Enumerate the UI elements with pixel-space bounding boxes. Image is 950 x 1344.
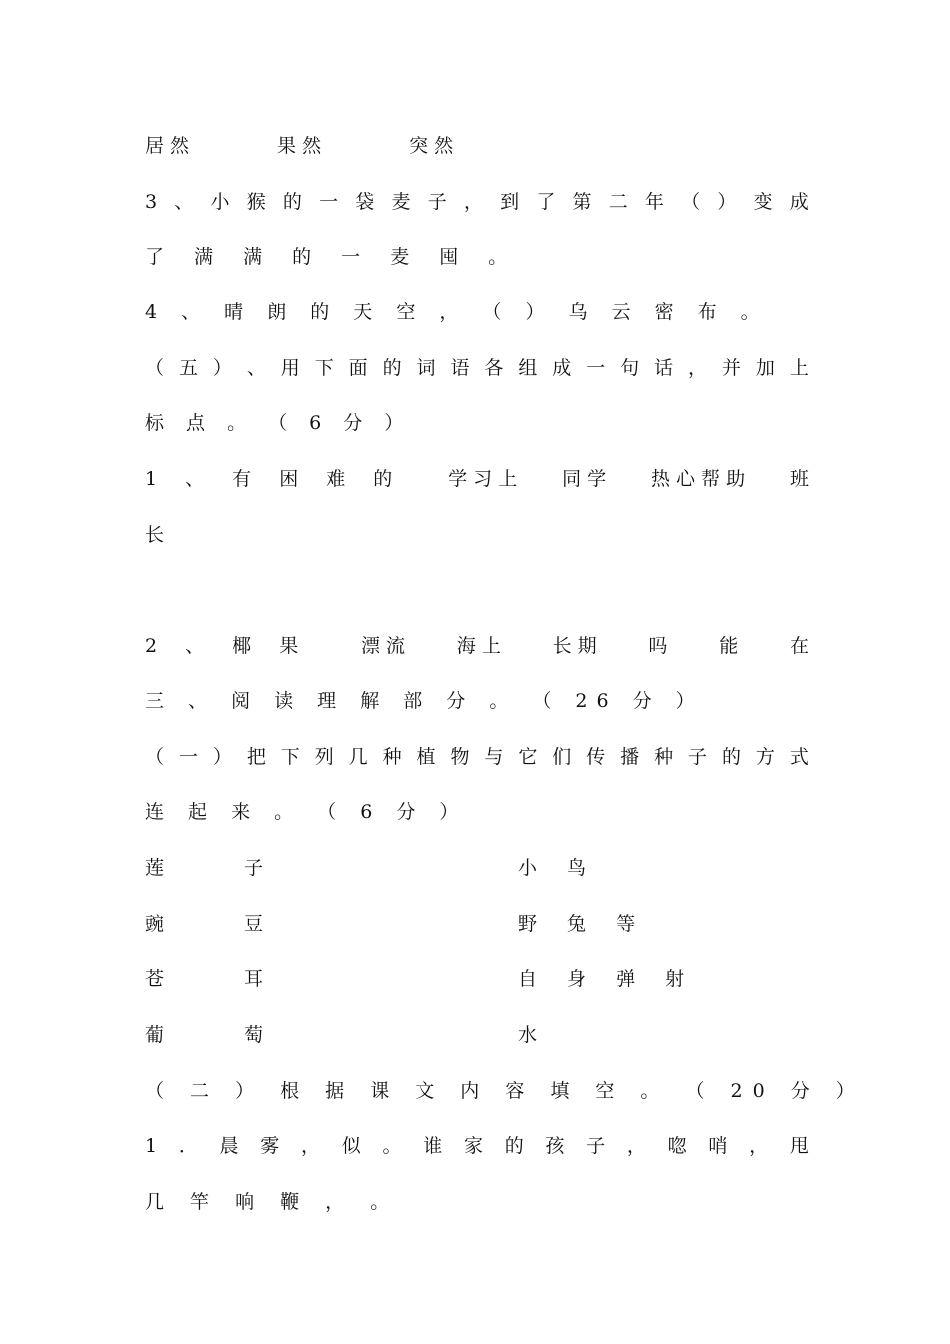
char: 下	[280, 746, 300, 768]
char: 话	[654, 357, 674, 379]
section-1-score-text: 连 起 来 。 （ 6 分 ）	[145, 801, 468, 823]
char: 唿	[667, 1135, 687, 1157]
char: 变	[753, 191, 773, 213]
ex2-word-2: 漂 流	[360, 635, 406, 657]
char: ）	[212, 357, 232, 379]
char: 用	[280, 357, 300, 379]
section-2-heading	[145, 1079, 865, 1103]
line-q3	[145, 190, 809, 214]
section-5-text	[145, 356, 809, 380]
method-rabbit: 野 兔 等	[518, 913, 648, 935]
char: 第	[572, 191, 592, 213]
char: 种	[654, 746, 674, 768]
match-row-2	[145, 912, 809, 936]
char: 把	[246, 746, 266, 768]
section-1-score	[145, 800, 809, 824]
char: ，	[688, 357, 708, 379]
char: 成	[552, 357, 572, 379]
char: 小	[210, 191, 230, 213]
char: 的	[382, 357, 402, 379]
ex1-word-1: 1 、 有 困 难 的	[145, 468, 404, 490]
char: ，	[463, 191, 483, 213]
char: 播	[620, 746, 640, 768]
char: 麦	[391, 191, 411, 213]
char: 物	[450, 746, 470, 768]
char: 方	[755, 746, 775, 768]
char: 面	[348, 357, 368, 379]
fill-1-text	[145, 1134, 809, 1158]
word-guoran: 果 然	[277, 135, 322, 157]
char: ）	[717, 191, 737, 213]
fill-1-cont	[145, 1190, 809, 1214]
plant-lotus: 莲 子	[145, 857, 301, 879]
char: 们	[552, 746, 572, 768]
char: 子	[688, 746, 708, 768]
method-water: 水	[518, 1024, 550, 1046]
word-juran: 居 然	[145, 135, 190, 157]
q3-continuation: 了 满 满 的 一 麦 囤 。	[145, 246, 520, 268]
char: 的	[721, 746, 741, 768]
char: 子	[427, 191, 447, 213]
fill-1-line	[145, 1134, 809, 1158]
plant-pea: 豌 豆	[145, 913, 301, 935]
plant-cocklebur: 苍 耳	[145, 968, 301, 990]
section-5-score-text: 标 点 。 （ 6 分 ）	[145, 412, 412, 434]
char: 了	[536, 191, 556, 213]
char: 词	[416, 357, 436, 379]
char: 一	[178, 746, 198, 768]
method-self-eject: 自 身 弹 射	[518, 968, 697, 990]
char: 家	[463, 1135, 483, 1157]
char: 它	[518, 746, 538, 768]
char: 子	[586, 1135, 606, 1157]
char: 并	[721, 357, 741, 379]
match-row-3	[145, 967, 809, 991]
char: 式	[789, 746, 809, 768]
char: 下	[314, 357, 334, 379]
line-q4	[145, 300, 809, 324]
char: 加	[755, 357, 775, 379]
ex2-word-6: 能	[719, 635, 739, 657]
char: （	[145, 357, 165, 379]
char: ．	[178, 1135, 198, 1157]
char: 到	[500, 191, 520, 213]
ex2-word-4: 长 期	[552, 635, 597, 657]
ex2-word-5: 吗	[648, 635, 668, 657]
char: （	[145, 746, 165, 768]
line-q3-cont	[145, 245, 809, 269]
section-1-text	[145, 745, 809, 769]
line-adverbs	[145, 134, 809, 158]
char: 种	[382, 746, 402, 768]
char: 句	[620, 357, 640, 379]
exercise-1-words	[145, 467, 809, 491]
part-3-heading	[145, 689, 809, 713]
exercise-1-cont	[145, 523, 809, 547]
ex1-word-5: 班	[789, 468, 809, 490]
char: 哨	[708, 1135, 728, 1157]
char: 。	[382, 1135, 402, 1157]
char: 、	[246, 357, 266, 379]
char: 3	[145, 191, 158, 213]
char: 、	[174, 191, 194, 213]
char: 雾	[260, 1135, 280, 1157]
char: 的	[282, 191, 302, 213]
ex1-word-4: 热 心 帮 助	[650, 468, 746, 490]
char: 上	[789, 357, 809, 379]
section-5-score	[145, 411, 809, 435]
char: ，	[749, 1135, 769, 1157]
ex1-continuation: 长	[145, 524, 165, 546]
ex2-word-3: 海 上	[456, 635, 501, 657]
char: 组	[518, 357, 538, 379]
char: 各	[484, 357, 504, 379]
ex1-word-2: 学 习 上	[448, 468, 518, 490]
char: 几	[348, 746, 368, 768]
word-turan: 突 然	[409, 135, 454, 157]
char: 1	[145, 1135, 158, 1157]
char: 袋	[355, 191, 375, 213]
char: 一	[586, 357, 606, 379]
section-5-heading	[145, 356, 809, 380]
exercise-2-words	[145, 634, 809, 658]
char: 语	[450, 357, 470, 379]
char: 传	[586, 746, 606, 768]
match-row-1	[145, 856, 809, 880]
ex2-word-1: 2 、 椰 果	[145, 635, 310, 657]
char: 与	[484, 746, 504, 768]
char: 五	[178, 357, 198, 379]
char: （	[681, 191, 701, 213]
q4-text: 4 、 晴 朗 的 天 空 ， （ ） 乌 云 密 布 。	[145, 301, 769, 323]
char: 谁	[423, 1135, 443, 1157]
char: 二	[608, 191, 628, 213]
method-bird: 小 鸟	[518, 857, 599, 879]
char: 列	[314, 746, 334, 768]
match-row-4	[145, 1023, 809, 1047]
char: 似	[341, 1135, 361, 1157]
part-3-text: 三 、 阅 读 理 解 部 分 。 （ 26 分 ）	[145, 690, 704, 712]
char: ，	[626, 1135, 646, 1157]
char: 一	[319, 191, 339, 213]
char: ）	[212, 746, 232, 768]
ex2-word-7: 在	[789, 635, 809, 657]
section-1-heading	[145, 745, 809, 769]
char: 猴	[246, 191, 266, 213]
char: 的	[504, 1135, 524, 1157]
char: ，	[301, 1135, 321, 1157]
q3-text	[145, 190, 809, 214]
char: 孩	[545, 1135, 565, 1157]
char: 年	[644, 191, 664, 213]
plant-grape: 葡 萄	[145, 1024, 301, 1046]
section-2-text: （ 二 ） 根 据 课 文 内 容 填 空 。 （ 20 分 ）	[145, 1080, 865, 1102]
char: 植	[416, 746, 436, 768]
fill-1-continuation: 几 竿 响 鞭 ， 。	[145, 1191, 400, 1213]
char: 成	[789, 191, 809, 213]
ex1-word-3: 同 学	[562, 468, 607, 490]
char: 甩	[789, 1135, 809, 1157]
char: 晨	[219, 1135, 239, 1157]
